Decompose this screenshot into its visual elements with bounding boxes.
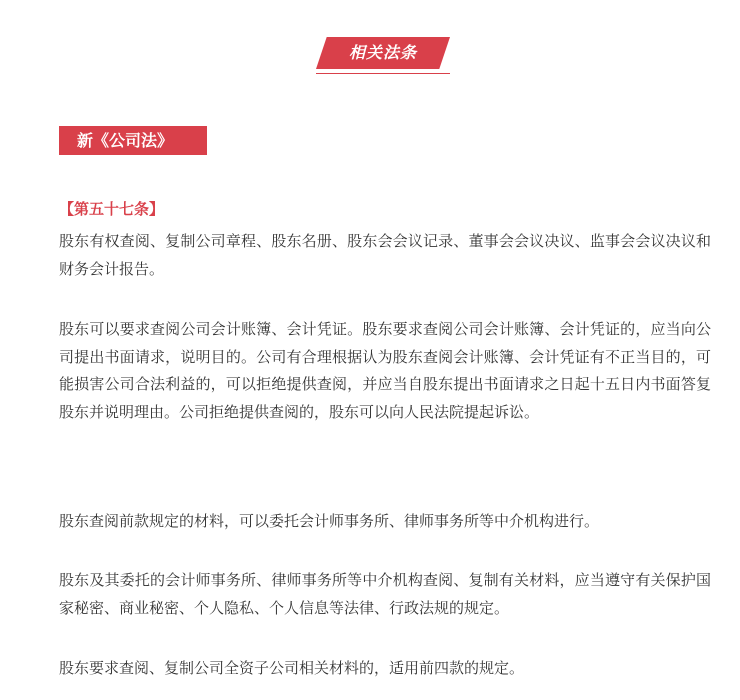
article-title: 【第五十七条】 <box>59 200 165 218</box>
article-paragraph-2: 股东可以要求查阅公司会计账簿、会计凭证。股东要求查阅公司会计账簿、会计凭证的，应当向公司提出书面请求，说明目的。公司有合理根据认为股东查阅会计账簿、会计凭证有不正当目的，可能损害公司合法利益的，可以拒绝提供查阅，并应当自股东提出书面请求之日起十五日内书面答复股东并说明理由。公司拒绝提供查阅的，股东可以向人民法院提起诉讼。 <box>59 320 711 421</box>
article-paragraph-3: 股东查阅前款规定的材料，可以委托会计师事务所、律师事务所等中介机构进行。 <box>59 512 600 530</box>
law-name-tag: 新《公司法》 <box>59 126 207 155</box>
article-paragraph-4: 股东及其委托的会计师事务所、律师事务所等中介机构查阅、复制有关材料，应当遵守有关保护国家秘密、商业秘密、个人隐私、个人信息等法律、行政法规的规定。 <box>59 571 711 617</box>
section-header <box>316 37 450 75</box>
section-header-title: 相关法条 <box>348 43 417 62</box>
article-paragraph-5: 股东要求查阅、复制公司全资子公司相关材料的，适用前四款的规定。 <box>59 659 525 677</box>
section-header-underline <box>316 73 450 74</box>
article-paragraph-1: 股东有权查阅、复制公司章程、股东名册、股东会会议记录、董事会会议决议、监事会会议决议和财务会计报告。 <box>59 232 711 278</box>
